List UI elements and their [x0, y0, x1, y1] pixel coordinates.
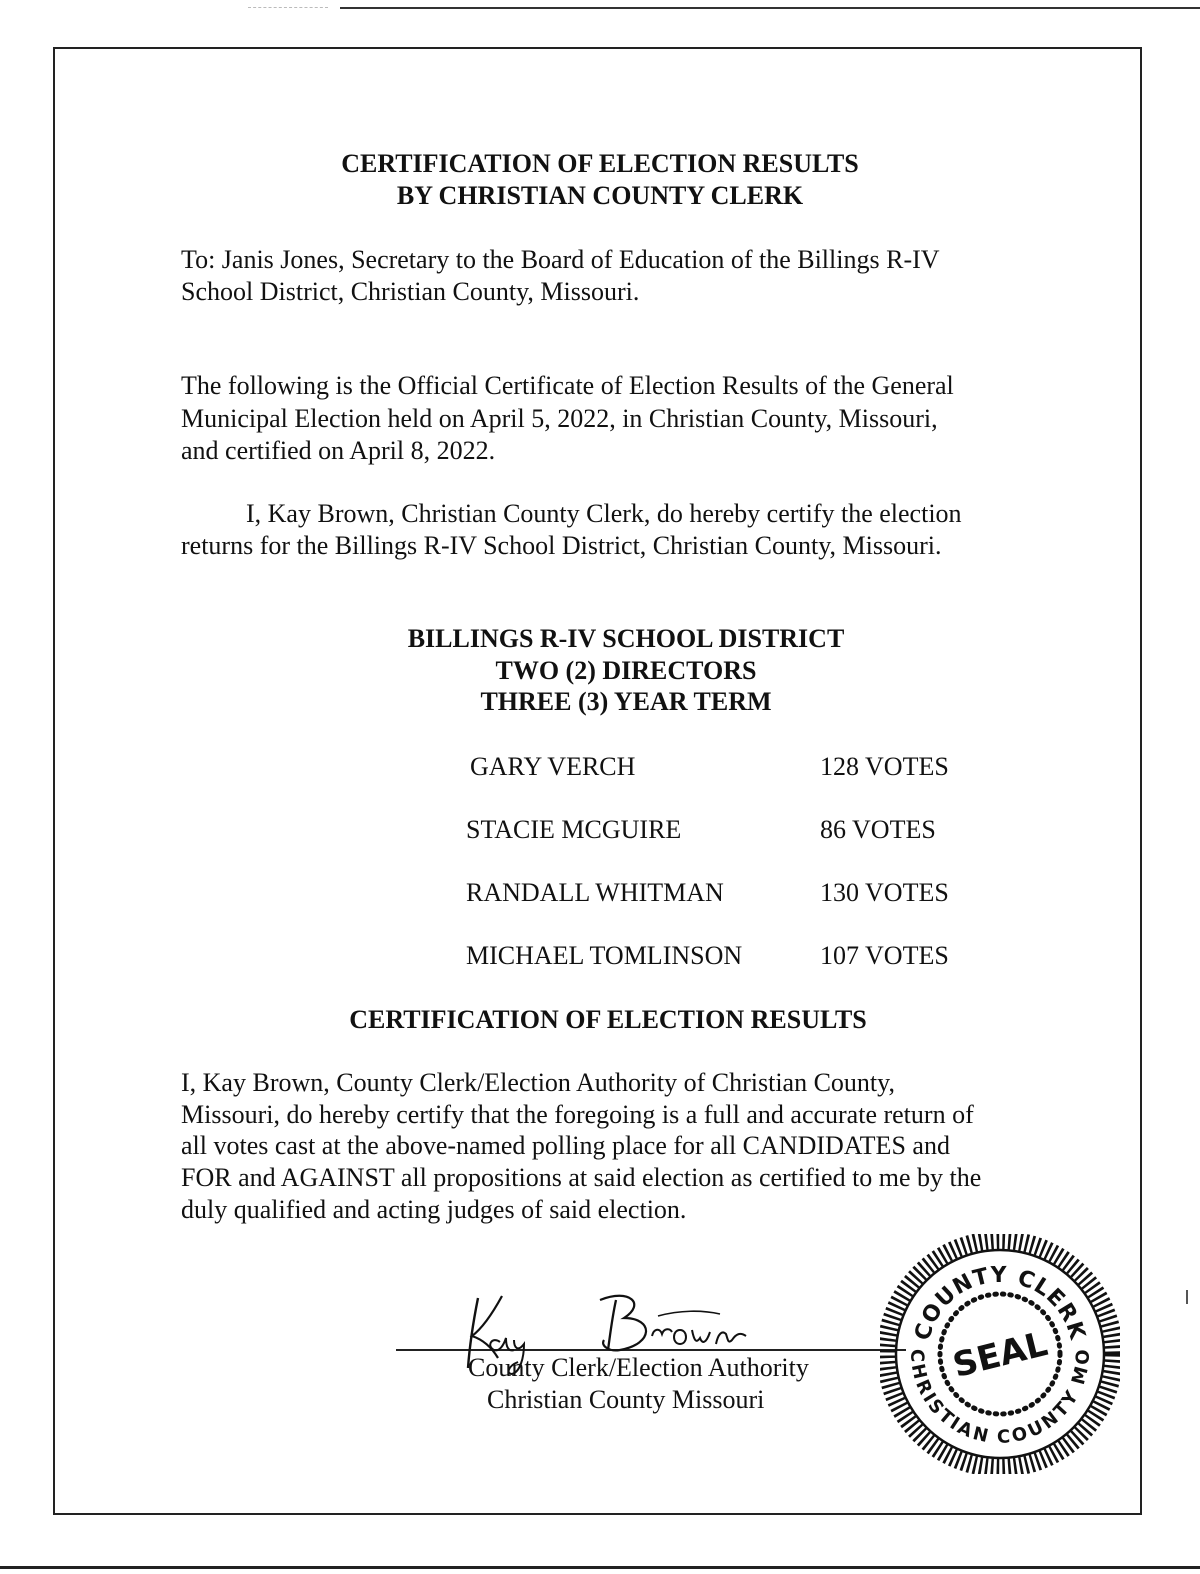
candidate-votes: 128 VOTES — [820, 752, 949, 781]
county-clerk-seal — [880, 1234, 1120, 1474]
certification-line2: Missouri, do hereby certify that the foregoing is a full and accurate return of — [181, 1100, 974, 1129]
signer-title-line1: County Clerk/Election Authority — [468, 1353, 809, 1382]
candidate-name: RANDALL WHITMAN — [466, 878, 724, 907]
certify-line2: returns for the Billings R-IV School District, Christian County, Missouri. — [181, 531, 942, 560]
certification-line5: duly qualified and acting judges of said election. — [181, 1195, 687, 1224]
document-title-line2: BY CHRISTIAN COUNTY CLERK — [396, 181, 804, 210]
certify-line1: I, Kay Brown, Christian County Clerk, do hereby certify the election — [246, 499, 962, 528]
candidate-name: MICHAEL TOMLINSON — [466, 941, 743, 970]
svg-text:SEAL: SEAL — [948, 1323, 1052, 1386]
bottom-rule — [0, 1566, 1200, 1569]
svg-text:CHRISTIAN COUNTY MO: CHRISTIAN COUNTY MO — [906, 1348, 1095, 1449]
signer-title-line2: Christian County Missouri — [487, 1385, 765, 1414]
race-heading-term: THREE (3) YEAR TERM — [480, 687, 772, 716]
top-faint-rule — [248, 7, 328, 9]
certification-line3: all votes cast at the above-named polling place for all CANDIDATES and — [181, 1131, 950, 1160]
top-rule — [340, 7, 1200, 9]
margin-mark — [1186, 1290, 1188, 1304]
candidate-votes: 107 VOTES — [820, 941, 949, 970]
document-title-line1: CERTIFICATION OF ELECTION RESULTS — [341, 149, 859, 178]
candidate-name: STACIE MCGUIRE — [466, 815, 682, 844]
candidate-name: GARY VERCH — [470, 752, 636, 781]
addressee-line2: School District, Christian County, Missouri. — [181, 277, 640, 306]
race-heading-seats: TWO (2) DIRECTORS — [495, 656, 757, 685]
race-heading-district: BILLINGS R-IV SCHOOL DISTRICT — [407, 624, 845, 653]
candidate-votes: 86 VOTES — [820, 815, 936, 844]
certification-line1: I, Kay Brown, County Clerk/Election Authority of Christian County, — [181, 1068, 895, 1097]
intro-line1: The following is the Official Certificate of Election Results of the General — [181, 371, 954, 400]
intro-line3: and certified on April 8, 2022. — [181, 436, 496, 465]
svg-text:COUNTY CLERK: COUNTY CLERK — [910, 1262, 1090, 1344]
certification-line4: FOR and AGAINST all propositions at said election as certified to me by the — [181, 1163, 982, 1192]
certification-heading: CERTIFICATION OF ELECTION RESULTS — [349, 1005, 867, 1034]
intro-line2: Municipal Election held on April 5, 2022, in Christian County, Missouri, — [181, 404, 938, 433]
addressee-line1: To: Janis Jones, Secretary to the Board of Education of the Billings R-IV — [181, 245, 940, 274]
candidate-votes: 130 VOTES — [820, 878, 949, 907]
